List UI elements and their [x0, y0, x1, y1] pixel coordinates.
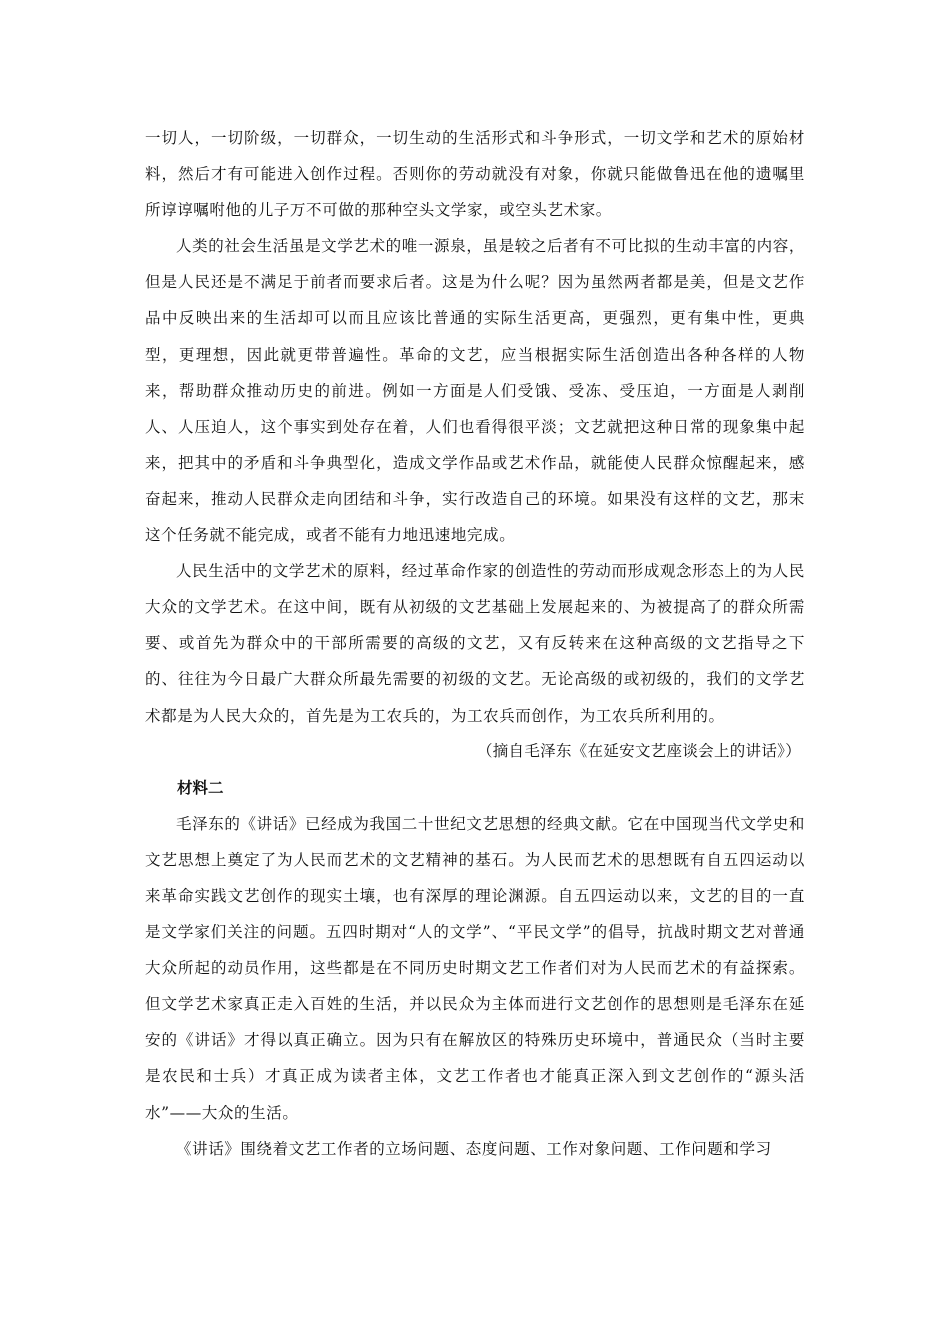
material-one-paragraph-2: 人类的社会生活虽是文学艺术的唯一源泉，虽是较之后者有不可比拟的生动丰富的内容，但是人民还是不满足于前者而要求后者。这是为什么呢？因为虽然两者都是美，但是文艺作品中反映出来的生活却可以而且应该比普通的实际生活更高，更强烈，更有集中性，更典型，更理想，因此就更带普遍性。革命的文艺，应当根据实际生活创造出各种各样的人物来，帮助群众推动历史的前进。例如一方面是人们受饿、受冻、受压迫，一方面是人剥削人、人压迫人，这个事实到处存在着，人们也看得很平淡；文艺就把这种日常的现象集中起来，把其中的矛盾和斗争典型化，造成文学作品或艺术作品，就能使人民群众惊醒起来，感奋起来，推动人民群众走向团结和斗争，实行改造自己的环境。如果没有这样的文艺，那末这个任务就不能完成，或者不能有力地迅速地完成。 [145, 237, 805, 545]
material-two-paragraph-1: 毛泽东的《讲话》已经成为我国二十世纪文艺思想的经典文献。它在中国现当代文学史和文艺思想上奠定了为人民而艺术的文艺精神的基石。为人民而艺术的思想既有自五四运动以来革命实践文艺创作的现实土壤，也有深厚的理论渊源。自五四运动以来，文艺的目的一直是文学家们关注的问题。五四时期对“人的文学”、“平民文学”的倡导，抗战时期文艺对普通大众所起的动员作用，这些都是在不同历史时期文艺工作者们对为人民而艺术的有益探索。但文学艺术家真正走入百姓的生活，并以民众为主体而进行文艺创作的思想则是毛泽东在延安的《讲话》才得以真正确立。因为只有在解放区的特殊历史环境中，普通民众（当时主要是农民和士兵）才真正成为读者主体，文艺工作者也才能真正深入到文艺创作的“源头活水”——大众的生活。 [145, 814, 805, 1122]
material-two-paragraph-2: 《讲话》围绕着文艺工作者的立场问题、态度问题、工作对象问题、工作问题和学习 [176, 1139, 772, 1158]
material-two-heading: 材料二 [177, 778, 224, 797]
material-one-paragraph-3: 人民生活中的文学艺术的原料，经过革命作家的创造性的劳动而形成观念形态上的为人民大众的文学艺术。在这中间，既有从初级的文艺基础上发展起来的、为被提高了的群众所需要、或首先为群众中的干部所需要的高级的文艺，又有反转来在这种高级的文艺指导之下的、往往为今日最广大群众所最先需要的初级的文艺。无论高级的或初级的，我们的文学艺术都是为人民大众的，首先是为工农兵的，为工农兵而创作，为工农兵所利用的。 [145, 562, 805, 725]
material-one-source: （摘自毛泽东《在延安文艺座谈会上的讲话》） [476, 742, 801, 760]
document-page [145, 120, 805, 1167]
material-one-paragraph-1: 一切人，一切阶级，一切群众，一切生动的生活形式和斗争形式，一切文学和艺术的原始材料，然后才有可能进入创作过程。否则你的劳动就没有对象，你就只能做鲁迅在他的遗嘱里所谆谆嘱咐他的儿子万不可做的那种空头文学家，或空头艺术家。 [145, 129, 805, 220]
